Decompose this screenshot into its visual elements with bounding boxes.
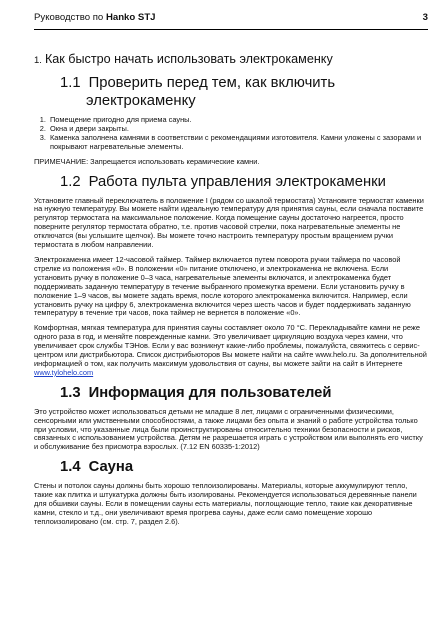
- comfort-paragraph: [34, 324, 428, 377]
- section-1-2-title: Работа пульта управления электрокаменки: [88, 173, 386, 190]
- page-number: 3: [422, 12, 428, 23]
- section-1-1-heading: [60, 74, 428, 110]
- header-title: [34, 12, 156, 23]
- thermostat-paragraph: Установите главный переключатель в положение I (рядом со шкалой термостата) Установите термостат каменки на нужную температуру. Вы можете найти идеальную температуру для принятия сауны, если сначала поставите регулятор термостата на максимальное положение. Когда помещение сауны достаточно нагреется, просто поверните регулятор термостата обратно, т.е. против часовой стрелки, пока нагревательные элементы не отключатся (вы услышите щелчок). Вы можете точно настроить температуру простым вращением ручки термостата в любом направлении.: [34, 195, 424, 250]
- section-1-1-title-line1: Проверить перед тем, как включить: [88, 75, 336, 91]
- page-content: [34, 52, 428, 533]
- page-header: [34, 12, 428, 26]
- users-info-paragraph: Это устройство может использоваться детьми не младше 8 лет, лицами с ограниченными физическими, сенсорными или умственными способностями, а также лицами без опыта и знаний о работе устройства только при условии, что указанные лица были проинструктированы относительно техники безопасности и рисков, связанных с использованием устройства. Детям не разрешается играть с устройством или выполнять его чистку и обслуживание без присмотра взрослых. (7.12 EN 60335-1:2012): [34, 406, 423, 452]
- checklist-item: 3. Каменка заполнена камнями в соответствии с рекомендациями изготовителя. Камни уложены с зазорами и покрывают нагревательные элементы.: [48, 134, 428, 152]
- section-1-title: Как быстро начать использовать электрокаменку: [44, 52, 333, 66]
- section-1-1-number: 1.1: [60, 75, 81, 91]
- checklist-item: 1. Помещение пригодно для приема сауны.: [48, 116, 428, 125]
- sauna-paragraph: Стены и потолок сауны должны быть хорошо теплоизолированы. Материалы, которые аккумулируют тепло, такие как плитка и штукатурка должны быть изолированы. Рекомендуется использоваться деревянные панели для обшивки сауны. Если в помещении сауны есть материалы, поглощающие тепло, такие как декоративные камни, стекло и т.д., они увеличивают время прогрева сауны, даже если само помещение хорошо теплоизолировано (см. стр. 7, раздел 2.6).: [34, 481, 417, 526]
- checklist-item: 2. Окна и двери закрыты.: [48, 125, 428, 134]
- checklist: [34, 116, 428, 152]
- section-1-2-heading: [60, 173, 428, 191]
- section-1-4-number: 1.4: [60, 459, 81, 476]
- stones-note: ПРИМЕЧАНИЕ: Запрещается использовать керамические камни.: [34, 156, 260, 166]
- section-1-4-heading: [60, 458, 428, 476]
- tylohelo-link[interactable]: www.tylohelo.com: [34, 367, 94, 377]
- section-1-1-title-line2: электрокаменку: [86, 93, 196, 109]
- comfort-text: Комфортная, мягкая температура для принятия сауны составляет около 70 °C. Перекладывайте камни не реже одного раза в год, и меняйте поврежденные камни. Это увеличивает циркуляцию воздуха через камни, что увеличивает срок службы ТЭНов. Если у вас возникнут какие-либо проблемы, пожалуйста, свяжитесь с сервис-центром или дистрибьютора. Список дистрибьюторов Вы можете найти на сайте www.helo.ru. За дополнительной информацией о том, как получить максимум удовольствия от сауны, вы можете зайти на сайт в Интернете: [34, 323, 427, 368]
- section-1-3-number: 1.3: [60, 384, 81, 401]
- section-1-3-heading: [60, 384, 428, 402]
- header-brand: Hanko STJ: [105, 12, 156, 23]
- section-1-2-number: 1.2: [60, 173, 81, 190]
- timer-paragraph: Электрокаменка имеет 12-часовой таймер. Таймер включается путем поворота ручки таймера по часовой стрелке из положения «0». В положении «0» питание отключено, и электрокаменка не включена. Если установить ручку в положение 0–3 часа, нагревательные элементы включатся, и электрокаменка будет поддерживать заданную температуру в течение выбранного промежутка времени. Если установить ручку в положение 1–9 часов, вы можете задать время, после которого электрокаменка включится. Например, если установить ручку на цифру 6, электрокаменка включится через шесть часов и будет поддерживать заданную температуру в течение три часов, пока таймер не вернется в положение «0».: [34, 254, 411, 318]
- section-1-4-title: Сауна: [88, 459, 134, 476]
- header-title-prefix: Руководство по: [34, 12, 106, 23]
- header-divider: [34, 29, 428, 30]
- section-1-3-title: Информация для пользователей: [88, 384, 332, 401]
- section-1-number: 1.: [34, 55, 42, 66]
- section-1-heading: [34, 52, 428, 68]
